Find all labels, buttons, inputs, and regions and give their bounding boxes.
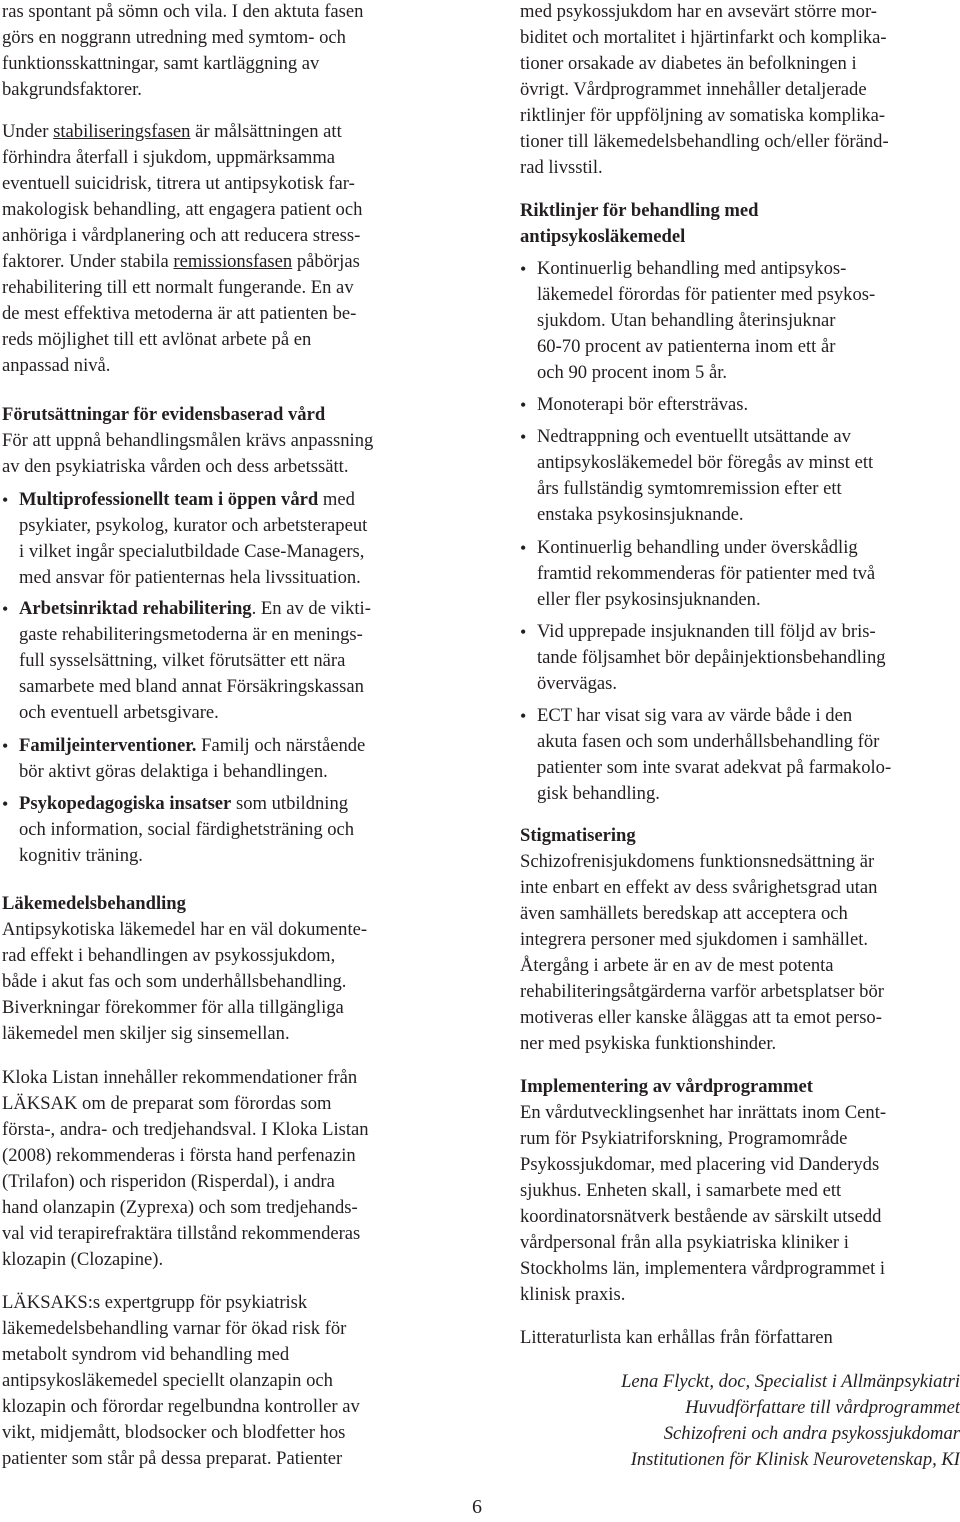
text-line: sjukdom. Utan behandling återinsjuknar xyxy=(537,310,836,331)
heading-riktlinjer: antipsykosläkemedel xyxy=(520,226,686,247)
bullet-icon: • xyxy=(2,599,9,619)
text-line: kognitiv träning. xyxy=(19,845,143,866)
text-line: enstaka psykosinsjuknande. xyxy=(537,504,744,525)
text-line: Schizofrenisjukdomens funktionsnedsättning är xyxy=(520,851,875,872)
text-line: biditet och mortalitet i hjärtinfarkt och komplika- xyxy=(520,27,887,48)
list-item: Vid upprepade insjuknanden till följd av bris- xyxy=(537,621,876,642)
bullet-icon: • xyxy=(520,427,527,447)
text-line: Under stabiliseringsfasen är målsättningen att xyxy=(2,121,342,142)
text-line: eventuell suicidrisk, titrera ut antipsykotisk far- xyxy=(2,173,355,194)
text-line: integrera personer med sjukdomen i samhället. xyxy=(520,929,869,950)
text-line: ner med psykiska funktionshinder. xyxy=(520,1033,777,1054)
bullet-icon: • xyxy=(520,538,527,558)
text-line: sjukhus. Enheten skall, i samarbete med ett xyxy=(520,1180,842,1201)
text-line: läkemedelsbehandling varnar för ökad risk för xyxy=(2,1318,347,1339)
text-line: gaste rehabiliteringsmetoderna är en menings- xyxy=(19,624,363,645)
heading-stigmatisering: Stigmatisering xyxy=(520,825,636,846)
text-line: funktionsskattningar, samt kartläggning av xyxy=(2,53,320,74)
text-line: med psykossjukdom har en avsevärt större mor- xyxy=(520,1,877,22)
text-line: både i akut fas och som underhållsbehandling. xyxy=(2,971,347,992)
text-line: Antipsykotiska läkemedel har en väl dokumente- xyxy=(2,919,368,940)
text-line: rum för Psykiatriforskning, Programområde xyxy=(520,1128,848,1149)
list-item: Multiprofessionellt team i öppen vård med xyxy=(19,489,355,510)
author-signature: Schizofreni och andra psykossjukdomar xyxy=(663,1423,960,1444)
text-line: tioner orsakade av diabetes än befolkningen i xyxy=(520,53,857,74)
list-item: Monoterapi bör eftersträvas. xyxy=(537,394,749,415)
list-item: Nedtrappning och eventuellt utsättande av xyxy=(537,426,851,447)
bullet-icon: • xyxy=(520,622,527,642)
text-line: anpassad nivå. xyxy=(2,355,111,376)
text-line: första-, andra- och tredjehandsval. I Kloka Listan xyxy=(2,1119,369,1140)
text-line: psykiater, psykolog, kurator och arbetsterapeut xyxy=(19,515,368,536)
text-line: Biverkningar förekommer för alla tillgängliga xyxy=(2,997,344,1018)
text-line: vikt, midjemått, blodsocker och blodfetter hos xyxy=(2,1422,346,1443)
text-line: Kloka Listan innehåller rekommendationer från xyxy=(2,1067,358,1088)
text-line: bör aktivt göras delaktiga i behandlingen. xyxy=(19,761,328,782)
author-signature: Huvudförfattare till vårdprogrammet xyxy=(685,1397,960,1418)
text-line: klinisk praxis. xyxy=(520,1284,626,1305)
list-item: Kontinuerlig behandling med antipsykos- xyxy=(537,258,847,279)
remissionsfasen-term: remissionsfasen xyxy=(173,251,293,272)
text-line: bakgrundsfaktorer. xyxy=(2,79,142,100)
litteraturlista-note: Litteraturlista kan erhållas från författaren xyxy=(520,1327,833,1348)
text-line: LÄKSAKS:s expertgrupp för psykiatrisk xyxy=(2,1292,308,1313)
text-line: Stockholms län, implementera vårdprogrammet i xyxy=(520,1258,886,1279)
text-line: faktorer. Under stabila remissionsfasen påbörjas xyxy=(2,251,360,272)
heading-evidens: Förutsättningar för evidensbaserad vård xyxy=(2,404,326,425)
text-line: framtid rekommenderas för patienter med två xyxy=(537,563,876,584)
text-line: och information, social färdighetsträning och xyxy=(19,819,355,840)
text-line: tioner till läkemedelsbehandling och/eller föränd- xyxy=(520,131,889,152)
text-line: full sysselsättning, vilket förutsätter ett nära xyxy=(19,650,346,671)
text-line: antipsykosläkemedel speciellt olanzapin och xyxy=(2,1370,333,1391)
bullet-icon: • xyxy=(520,706,527,726)
text-line: förhindra återfall i sjukdom, uppmärksamma xyxy=(2,147,336,168)
text-line: av den psykiatriska vården och dess arbetssätt. xyxy=(2,456,349,477)
text-line: och eventuell arbetsgivare. xyxy=(19,702,219,723)
text-line: hand olanzapin (Zyprexa) och som tredjehands- xyxy=(2,1197,358,1218)
text-line: och 90 procent inom 5 år. xyxy=(537,362,728,383)
bullet-icon: • xyxy=(2,736,9,756)
text-line: För att uppnå behandlingsmålen krävs anpassning xyxy=(2,430,374,451)
list-item: Psykopedagogiska insatser som utbildning xyxy=(19,793,349,814)
text-line: gisk behandling. xyxy=(537,783,660,804)
heading-riktlinjer: Riktlinjer för behandling med xyxy=(520,200,759,221)
text-line: (2008) rekommenderas i första hand perfenazin xyxy=(2,1145,356,1166)
text-line: 60-70 procent av patienterna inom ett år xyxy=(537,336,836,357)
bullet-icon: • xyxy=(520,259,527,279)
list-item: Arbetsinriktad rehabilitering. En av de vikti- xyxy=(19,598,371,619)
text-line: Återgång i arbete är en av de mest potenta xyxy=(520,955,834,976)
page-number: 6 xyxy=(472,1496,482,1518)
author-signature: Institutionen för Klinisk Neurovetenskap, KI xyxy=(630,1449,960,1470)
text-line: motiveras eller kanske åläggas att ta emot perso- xyxy=(520,1007,882,1028)
bullet-icon: • xyxy=(2,794,9,814)
text-line: Psykossjukdomar, med placering vid Danderyds xyxy=(520,1154,880,1175)
heading-implementering: Implementering av vårdprogrammet xyxy=(520,1076,813,1097)
text-line: inte enbart en effekt av dess svårighetsgrad utan xyxy=(520,877,878,898)
text-line: rehabiliteringsåtgärderna varför arbetsplatser bör xyxy=(520,981,884,1002)
text-line: patienter som står på dessa preparat. Patienter xyxy=(2,1448,343,1469)
bullet-icon: • xyxy=(2,490,9,510)
text-line: reds möjlighet till ett avlönat arbete på en xyxy=(2,329,312,350)
text-line: En vårdutvecklingsenhet har inrättats inom Cent- xyxy=(520,1102,887,1123)
text-line: eller fler psykosinsjuknanden. xyxy=(537,589,761,610)
text-line: läkemedel men skiljer sig sinsemellan. xyxy=(2,1023,290,1044)
heading-lakemedel: Läkemedelsbehandling xyxy=(2,893,186,914)
text-line: koordinatorsnätverk bestående av särskilt utsedd xyxy=(520,1206,882,1227)
text-line: val vid terapirefraktära tillstånd rekommenderas xyxy=(2,1223,361,1244)
author-signature: Lena Flyckt, doc, Specialist i Allmänpsykiatri xyxy=(621,1371,960,1392)
text-line: rehabilitering till ett normalt fungerande. En av xyxy=(2,277,354,298)
text-line: patienter som inte svarat adekvat på farmakolo- xyxy=(537,757,892,778)
text-line: rad livsstil. xyxy=(520,157,603,178)
text-line: (Trilafon) och risperidon (Risperdal), i andra xyxy=(2,1171,335,1192)
text-line: övrigt. Vårdprogrammet innehåller detaljerade xyxy=(520,79,867,100)
text-line: även samhällets beredskap att acceptera och xyxy=(520,903,848,924)
list-item: Kontinuerlig behandling under överskådlig xyxy=(537,537,858,558)
bullet-icon: • xyxy=(520,395,527,415)
text-line: de mest effektiva metoderna är att patienten be- xyxy=(2,303,357,324)
text-line: LÄKSAK om de preparat som förordas som xyxy=(2,1093,332,1114)
text-line: makologisk behandling, att engagera patient och xyxy=(2,199,363,220)
list-item: ECT har visat sig vara av värde både i den xyxy=(537,705,853,726)
stabiliseringsfasen-term: stabiliseringsfasen xyxy=(53,121,191,142)
text-line: klozapin och förordar regelbundna kontroller av xyxy=(2,1396,360,1417)
text-line: akuta fasen och som underhållsbehandling för xyxy=(537,731,880,752)
text-line: riktlinjer för uppföljning av somatiska komplika- xyxy=(520,105,886,126)
text-line: görs en noggrann utredning med symtom- och xyxy=(2,27,346,48)
text-line: års fullständig symtomremission efter ett xyxy=(537,478,842,499)
list-item: Familjeinterventioner. Familj och närstående xyxy=(19,735,366,756)
text-line: i vilket ingår specialutbildade Case-Managers, xyxy=(19,541,365,562)
text-line: vårdpersonal från alla psykiatriska kliniker i xyxy=(520,1232,849,1253)
text-line: metabolt syndrom vid behandling med xyxy=(2,1344,290,1365)
text-line: ras spontant på sömn och vila. I den aktuta fasen xyxy=(2,1,364,22)
text-line: anhöriga i vårdplanering och att reducera stress- xyxy=(2,225,361,246)
text-line: tande följsamhet bör depåinjektionsbehandling xyxy=(537,647,886,668)
text-line: samarbete med bland annat Försäkringskassan xyxy=(19,676,364,697)
text-line: rad effekt i behandlingen av psykossjukdom, xyxy=(2,945,336,966)
text-line: antipsykosläkemedel bör föregås av minst ett xyxy=(537,452,874,473)
text-line: övervägas. xyxy=(537,673,618,694)
text-line: med ansvar för patienternas hela livssituation. xyxy=(19,567,361,588)
text-line: klozapin (Clozapine). xyxy=(2,1249,164,1270)
text-line: läkemedel förordas för patienter med psykos- xyxy=(537,284,876,305)
